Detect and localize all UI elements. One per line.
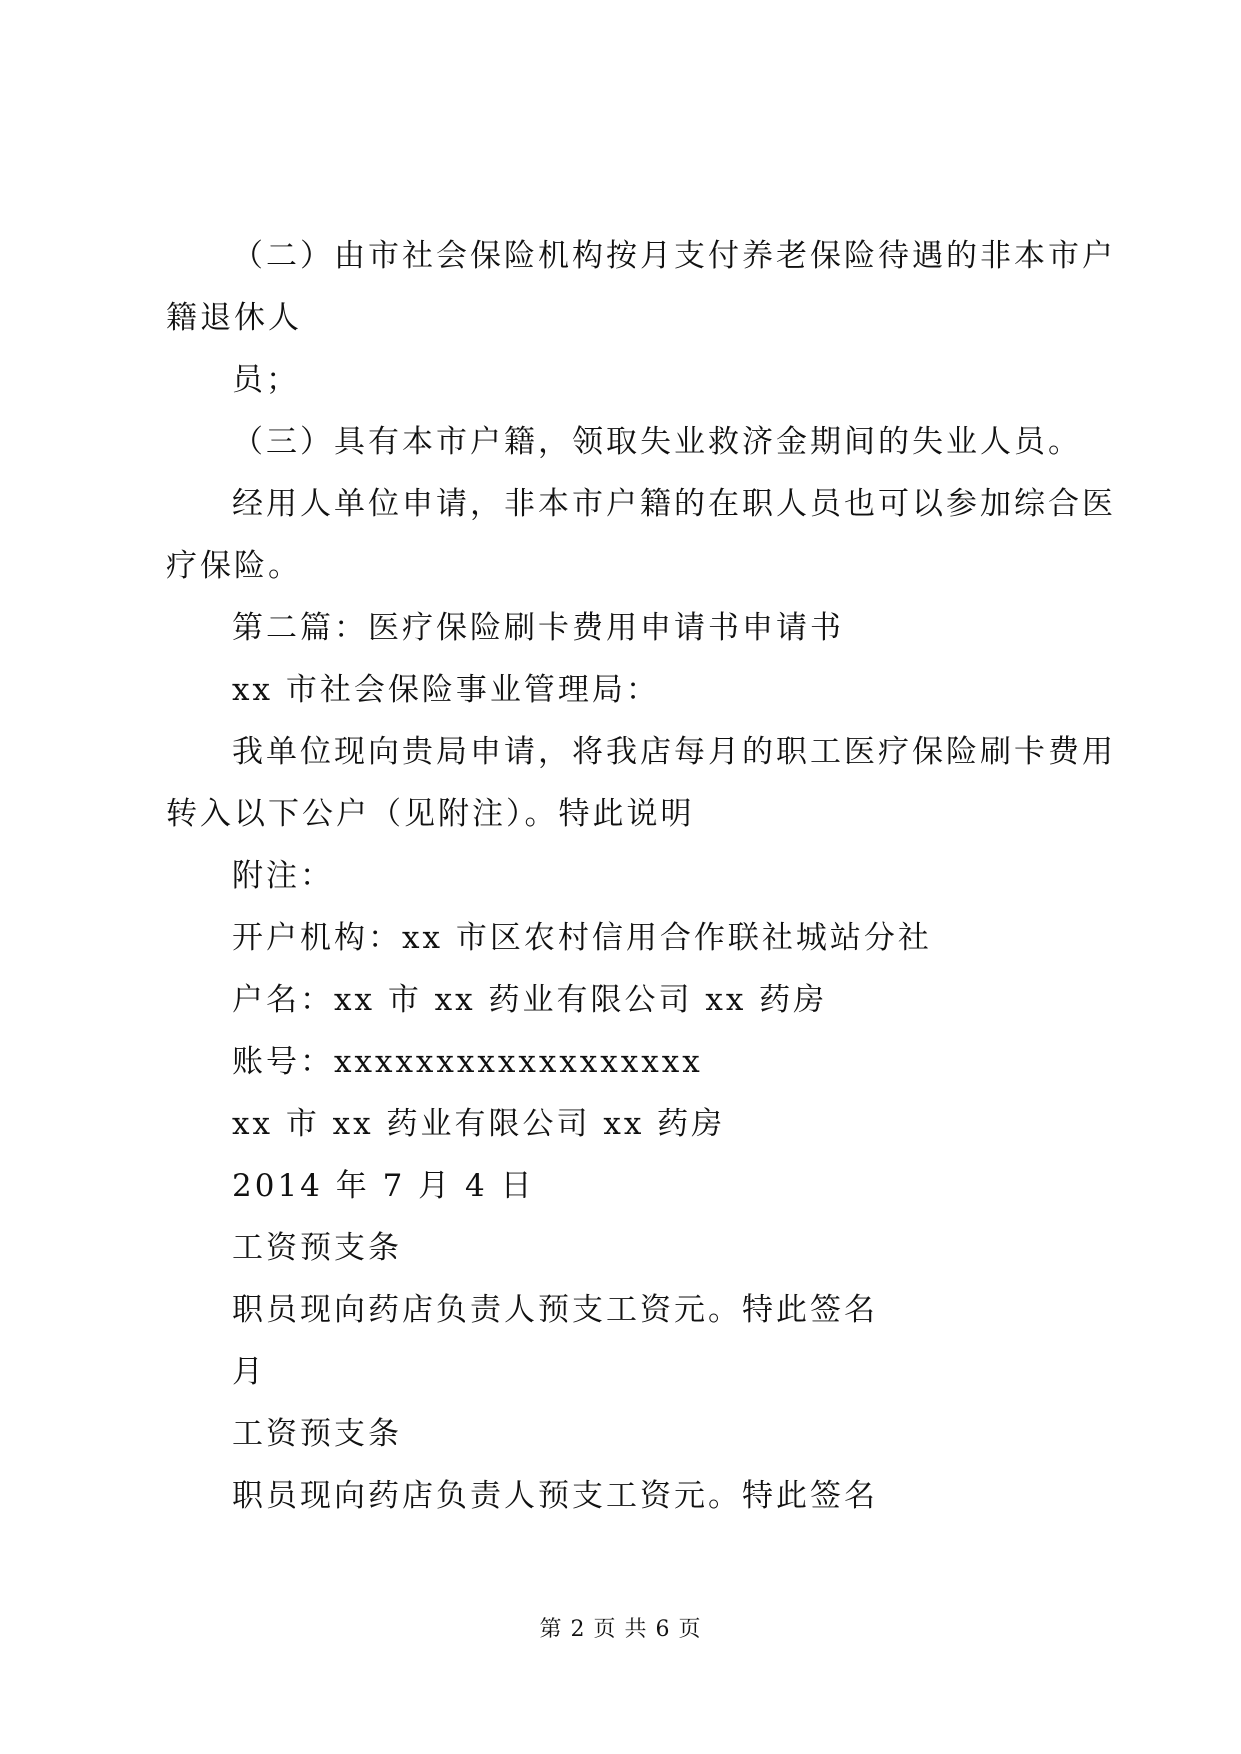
- paragraph-line: 员；: [232, 362, 300, 398]
- account-name-line: 户名：xx 市 xx 药业有限公司 xx 药房: [232, 982, 828, 1018]
- addressee-line: xx 市社会保险事业管理局：: [232, 672, 660, 708]
- slip-text: 职员现向药店负责人预支工资元。特此签名: [232, 1478, 878, 1514]
- slip-text: 职员现向药店负责人预支工资元。特此签名: [232, 1292, 878, 1328]
- paragraph-line: 经用人单位申请，非本市户籍的在职人员也可以参加综合医: [232, 486, 1116, 522]
- section-heading: 第二篇：医疗保险刷卡费用申请书申请书: [232, 610, 844, 646]
- paragraph-line: 疗保险。: [166, 548, 302, 584]
- page-number: 第 2 页 共 6 页: [539, 1617, 702, 1642]
- note-label: 附注：: [232, 858, 334, 894]
- document-body: [166, 225, 1116, 1527]
- account-number-line: 账号：xxxxxxxxxxxxxxxxxx: [232, 1044, 703, 1080]
- paragraph-line: 转入以下公户（见附注）。特此说明: [166, 796, 695, 832]
- slip-title: 工资预支条: [232, 1230, 402, 1266]
- paragraph-line: （二）由市社会保险机构按月支付养老保险待遇的非本市户: [232, 238, 1116, 274]
- bank-line: 开户机构：xx 市区农村信用合作联社城站分社: [232, 920, 932, 956]
- slip-title: 工资预支条: [232, 1416, 402, 1452]
- slip-month: 月: [232, 1354, 266, 1390]
- paragraph-line: （三）具有本市户籍，领取失业救济金期间的失业人员。: [232, 424, 1082, 460]
- paragraph-line: 我单位现向贵局申请，将我店每月的职工医疗保险刷卡费用: [232, 734, 1116, 770]
- date-line: 2014 年 7 月 4 日: [232, 1168, 535, 1204]
- paragraph-line: 籍退休人: [166, 300, 302, 336]
- signature-company-line: xx 市 xx 药业有限公司 xx 药房: [232, 1106, 726, 1142]
